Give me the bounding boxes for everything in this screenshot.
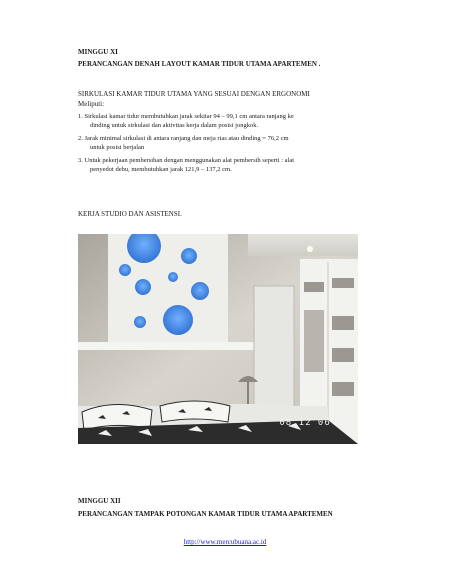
panel-circle — [191, 282, 209, 300]
week-title: PERANCANGAN DENAH LAYOUT KAMAR TIDUR UTAMA APARTEMEN . — [78, 60, 321, 68]
week-label: MINGGU XII — [78, 497, 121, 505]
wardrobe-panel — [332, 316, 354, 330]
criteria-item — [78, 135, 408, 152]
section-intro: Meliputi: — [78, 100, 105, 108]
section-title: SIRKULASI KAMAR TIDUR UTAMA YANG SESUAI DENGAN ERGONOMI — [78, 90, 310, 98]
week-label: MINGGU XI — [78, 48, 118, 56]
bedroom-illustration — [78, 234, 358, 444]
panel-circle — [181, 248, 197, 264]
wardrobe-panel — [332, 348, 354, 362]
panel-circle — [163, 305, 193, 335]
pillow — [160, 401, 230, 422]
studio-note: KERJA STUDIO DAN ASISTENSI. — [78, 210, 182, 218]
week-title: PERANCANGAN TAMPAK POTONGAN KAMAR TIDUR UTAMA APARTEMEN — [78, 510, 333, 518]
panel-circle — [119, 264, 131, 276]
criteria-list — [78, 113, 408, 179]
criteria-item — [78, 157, 408, 174]
panel-circle — [168, 272, 178, 282]
photo-timestamp: 08.12 06 45 — [279, 418, 350, 428]
wardrobe-panel — [332, 278, 354, 288]
headboard-ledge — [78, 342, 256, 350]
criteria-line: 3. Untuk pekerjaan pembersihan dengan menggunakan alat pembersih seperti : alat — [78, 157, 295, 164]
panel-circle — [134, 316, 146, 328]
criteria-line-continued: penyedot debu, membutuhkan jarak 121,9 – 137,2 cm. — [90, 165, 232, 173]
wardrobe-panel — [304, 310, 324, 372]
footer-link[interactable]: http://www.mercubuana.ac.id — [183, 538, 267, 546]
criteria-line: 1. Sirkulasi kamar tidur membutuhkan jarak sekitar 94 – 99,1 cm antara ranjang ke — [78, 113, 294, 120]
criteria-item — [78, 113, 408, 130]
criteria-line: 2. Jarak minimal sirkulasi di antara ranjang dan meja rias atau dinding = 76,2 cm — [78, 135, 289, 142]
ceiling-light — [307, 246, 313, 252]
ceiling — [248, 234, 358, 256]
bedroom-photo — [78, 234, 358, 444]
wardrobe-panel — [304, 282, 324, 292]
wardrobe-panel — [332, 382, 354, 396]
criteria-line-continued: untuk posisi berjalan — [90, 143, 145, 151]
panel-circle — [135, 279, 151, 295]
criteria-line-continued: dinding untuk sirkulasi dan aktivitas kerja dalam posisi jongkok. — [90, 121, 259, 129]
